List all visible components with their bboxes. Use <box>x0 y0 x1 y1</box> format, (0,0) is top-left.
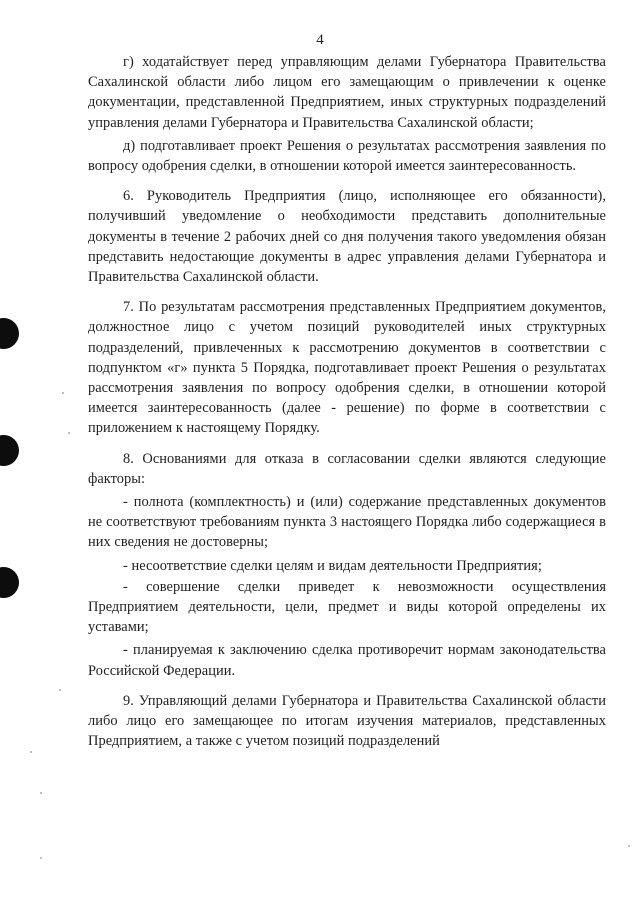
paragraph-subitem-g: г) ходатайствует перед управляющим делами Губернатора Правительства Сахалинской области либо лицом его замещающим о привлечении к оценке документации, представленной Предприятием, иных структурных подразделений управления делами Губернатора и Правительства Сахалинской области; <box>88 54 606 131</box>
paragraph-item-8-factor-4: - планируемая к заключению сделка противоречит нормам законодательства Российской Федерации. <box>88 642 606 679</box>
punch-hole-mark <box>0 567 19 598</box>
scan-speck <box>40 792 42 794</box>
paragraph-item-8-factor-2: - несоответствие сделки целям и видам деятельности Предприятия; <box>123 557 542 574</box>
scan-speck <box>68 432 70 434</box>
scan-speck <box>30 751 32 753</box>
paragraph-item-6: 6. Руководитель Предприятия (лицо, исполняющее его обязанности), получивший уведомление о необходимости представить дополнительные документы в течение 2 рабочих дней со дня получения такого уведомления обязан представить недостающие документы в адрес управления делами Губернатора и Правительства Сахалинской области. <box>88 188 606 286</box>
page-number: 4 <box>316 32 324 48</box>
punch-hole-mark <box>0 435 19 466</box>
paragraph-subitem-d: д) подготавливает проект Решения о результатах рассмотрения заявления по вопросу одобрения сделки, в отношении которой имеется заинтересованность. <box>88 137 606 175</box>
punch-hole-mark <box>0 318 19 349</box>
document-body <box>88 52 606 758</box>
scan-speck <box>628 845 630 847</box>
scan-speck <box>40 857 42 859</box>
paragraph-item-7: 7. По результатам рассмотрения представленных Предприятием документов, должностное лицо с учетом позиций руководителей иных структурных подразделений, привлеченных к рассмотрению документов в соответствии с подпунктом «г» пункта 5 Порядка, подготавливает проект Решения о результатах рассмотрения заявления по вопросу одобрения сделки, в отношении которой имеется заинтересованность (далее - решение) по форме в соответствии с приложением к настоящему Порядку. <box>88 299 606 437</box>
paragraph-item-8-factor-3: - совершение сделки приведет к невозможности осуществления Предприятием деятельности, цели, предмет и виды которой определены их уставами; <box>88 578 606 636</box>
paragraph-item-8-factor-1: - полнота (комплектность) и (или) содержание представленных документов не соответствуют требованиям пункта 3 настоящего Порядка либо содержащиеся в них сведения не достоверны; <box>88 494 606 551</box>
paragraph-item-9: 9. Управляющий делами Губернатора и Правительства Сахалинской области либо лицо его замещающее по итогам изучения материалов, представленных Предприятием, а также с учетом позиций подразделений <box>88 692 606 750</box>
scan-speck <box>59 689 61 691</box>
scan-speck <box>62 392 64 394</box>
paragraph-item-8: 8. Основаниями для отказа в согласовании сделки являются следующие факторы: <box>88 450 606 487</box>
